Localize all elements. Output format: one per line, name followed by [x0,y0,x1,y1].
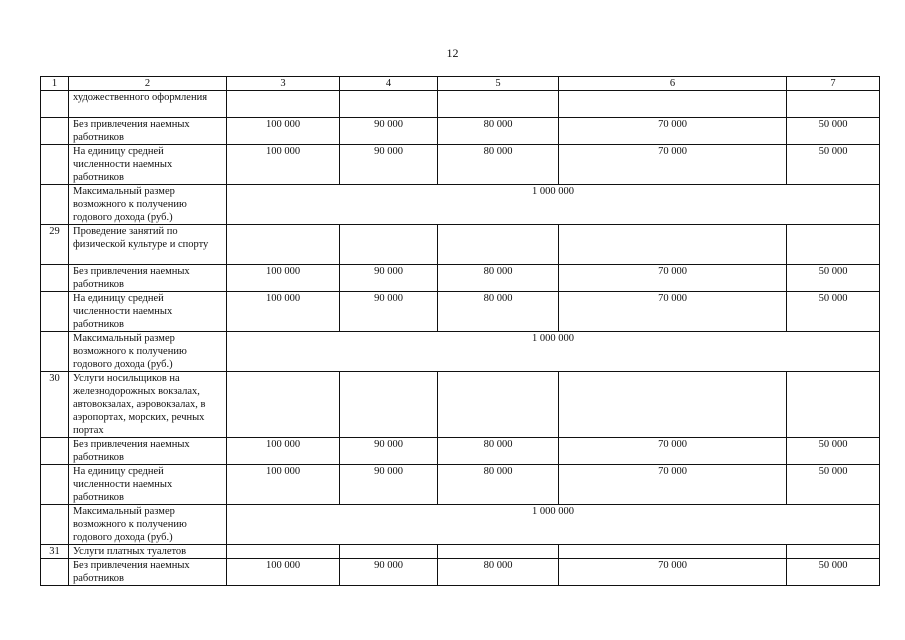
row-number [41,118,69,145]
row-description: Без привлечения наемных работников [69,438,227,465]
value-cell-col-5 [438,225,559,265]
row-description: На единицу средней численности наемных работников [69,145,227,185]
value-cell-col-4: 90 000 [340,145,438,185]
row-number [41,465,69,505]
value-cell-col-4: 90 000 [340,465,438,505]
value-cell-col-3: 100 000 [227,559,340,586]
table-row [41,438,880,465]
row-number [41,332,69,372]
table-row [41,265,880,292]
header-col-5: 5 [438,77,559,91]
value-cell-col-6: 70 000 [559,265,787,292]
value-cell-col-7 [787,372,880,438]
value-cell-col-6 [559,545,787,559]
value-cell-col-6 [559,225,787,265]
row-description: Без привлечения наемных работников [69,559,227,586]
value-cell-col-4 [340,225,438,265]
value-cell-col-6: 70 000 [559,559,787,586]
value-cell-col-3: 100 000 [227,292,340,332]
value-cell-col-3: 100 000 [227,438,340,465]
header-col-4: 4 [340,77,438,91]
value-cell-col-5 [438,545,559,559]
value-cell-col-3 [227,372,340,438]
value-cell-col-4 [340,372,438,438]
table-row [41,91,880,118]
row-description: Максимальный размер возможного к получению годового дохода (руб.) [69,332,227,372]
value-cell-col-3: 100 000 [227,465,340,505]
value-cell-col-5: 80 000 [438,118,559,145]
header-col-3: 3 [227,77,340,91]
value-cell-col-3: 100 000 [227,265,340,292]
row-description: Услуги платных туалетов [69,545,227,559]
row-description: Без привлечения наемных работников [69,118,227,145]
max-income-value: 1 000 000 [227,332,880,372]
value-cell-col-3 [227,225,340,265]
max-income-value: 1 000 000 [227,505,880,545]
value-cell-col-6: 70 000 [559,118,787,145]
value-cell-col-4: 90 000 [340,292,438,332]
value-cell-col-6 [559,91,787,118]
value-cell-col-6: 70 000 [559,438,787,465]
value-cell-col-3 [227,545,340,559]
table-row [41,545,880,559]
value-cell-col-7: 50 000 [787,559,880,586]
value-cell-col-3: 100 000 [227,145,340,185]
value-cell-col-4: 90 000 [340,118,438,145]
row-description: На единицу средней численности наемных работников [69,465,227,505]
row-description: На единицу средней численности наемных работников [69,292,227,332]
value-cell-col-7: 50 000 [787,265,880,292]
row-description: Проведение занятий по физической культуре и спорту [69,225,227,265]
value-cell-col-4: 90 000 [340,265,438,292]
header-col-7: 7 [787,77,880,91]
value-cell-col-4 [340,545,438,559]
table-row [41,292,880,332]
value-cell-col-7: 50 000 [787,292,880,332]
table-body [41,91,880,586]
table-row [41,332,880,372]
row-number: 29 [41,225,69,265]
header-col-2: 2 [69,77,227,91]
value-cell-col-3: 100 000 [227,118,340,145]
value-cell-col-5 [438,372,559,438]
header-col-6: 6 [559,77,787,91]
value-cell-col-5: 80 000 [438,438,559,465]
value-cell-col-7: 50 000 [787,438,880,465]
value-cell-col-7: 50 000 [787,465,880,505]
value-cell-col-4: 90 000 [340,438,438,465]
value-cell-col-7 [787,91,880,118]
row-number: 31 [41,545,69,559]
table-row [41,118,880,145]
row-description: Максимальный размер возможного к получению годового дохода (руб.) [69,185,227,225]
row-number [41,438,69,465]
value-cell-col-4: 90 000 [340,559,438,586]
row-description: Без привлечения наемных работников [69,265,227,292]
value-cell-col-7 [787,545,880,559]
row-number: 30 [41,372,69,438]
table-row [41,225,880,265]
value-cell-col-6 [559,372,787,438]
value-cell-col-4 [340,91,438,118]
value-cell-col-6: 70 000 [559,465,787,505]
header-col-1: 1 [41,77,69,91]
value-cell-col-6: 70 000 [559,145,787,185]
value-cell-col-6: 70 000 [559,292,787,332]
table-row [41,505,880,545]
row-number [41,91,69,118]
rates-table [40,76,880,586]
value-cell-col-5: 80 000 [438,292,559,332]
row-number [41,559,69,586]
value-cell-col-7 [787,225,880,265]
row-description: художественного оформления [69,91,227,118]
header-row [41,77,880,91]
row-number [41,292,69,332]
value-cell-col-5 [438,91,559,118]
value-cell-col-7: 50 000 [787,118,880,145]
value-cell-col-7: 50 000 [787,145,880,185]
table-row [41,465,880,505]
value-cell-col-5: 80 000 [438,145,559,185]
value-cell-col-5: 80 000 [438,559,559,586]
page-number: 12 [446,46,459,60]
value-cell-col-5: 80 000 [438,265,559,292]
row-number [41,265,69,292]
table-row [41,372,880,438]
table-row [41,185,880,225]
row-description: Услуги носильщиков на железнодорожных вокзалах, автовокзалах, аэровокзалах, в аэропортах, морских, речных портах [69,372,227,438]
table-row [41,145,880,185]
row-number [41,145,69,185]
row-number [41,185,69,225]
row-number [41,505,69,545]
value-cell-col-3 [227,91,340,118]
max-income-value: 1 000 000 [227,185,880,225]
table-row [41,559,880,586]
value-cell-col-5: 80 000 [438,465,559,505]
row-description: Максимальный размер возможного к получению годового дохода (руб.) [69,505,227,545]
